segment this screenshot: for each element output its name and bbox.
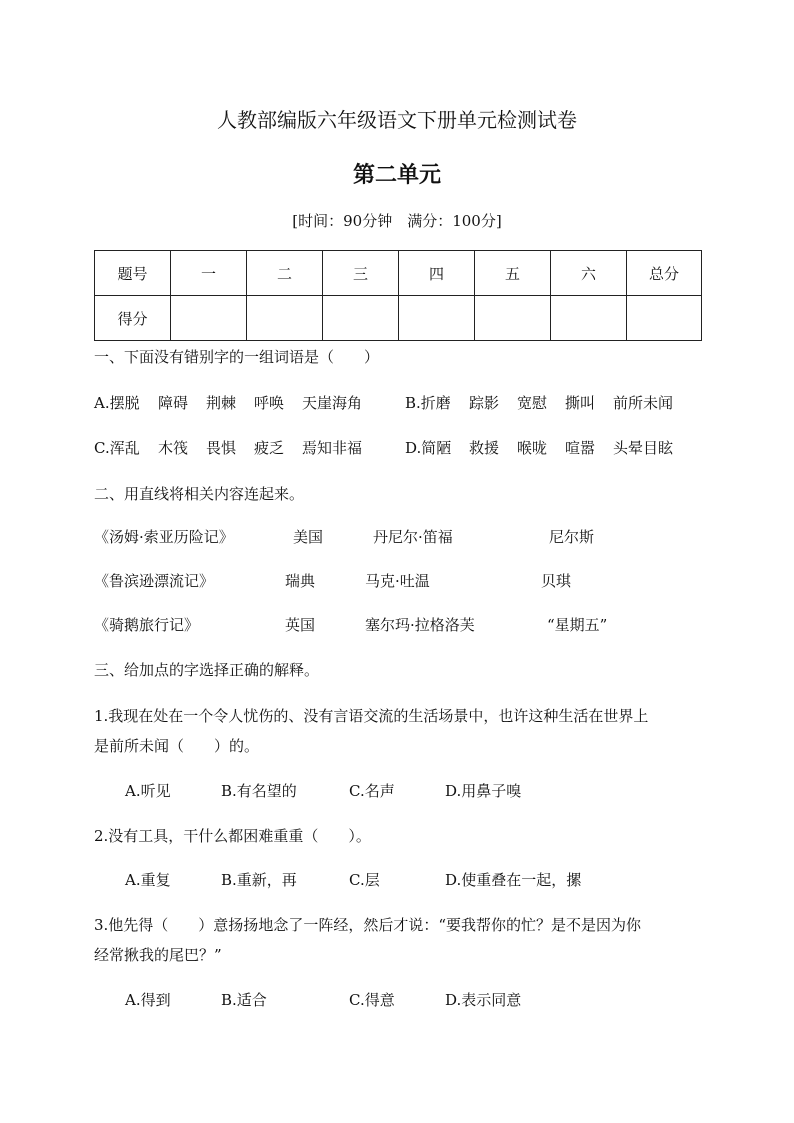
- option: D.使重叠在一起，摞: [445, 871, 582, 889]
- q2-book-3: 《骑鹅旅行记》: [94, 616, 200, 634]
- score-header-cell: 总分: [627, 251, 702, 296]
- q3-item2-options: [125, 869, 581, 890]
- word: 畏惧: [206, 439, 237, 457]
- word: 呼唤: [254, 394, 285, 412]
- exam-title: 人教部编版六年级语文下册单元检测试卷: [217, 108, 577, 132]
- q2-country-3: 英国: [285, 616, 316, 634]
- score-cell[interactable]: [247, 296, 323, 341]
- option: A.得到: [125, 991, 171, 1009]
- option: B.有名望的: [221, 782, 297, 800]
- q1-option-d: [405, 437, 673, 458]
- q2-country-2: 瑞典: [285, 572, 316, 590]
- score-table-header-row: [95, 251, 702, 296]
- q2-heading: 二、用直线将相关内容连起来。: [94, 485, 305, 503]
- q2-country-1: 美国: [293, 528, 324, 546]
- option: B.重新，再: [221, 871, 297, 889]
- score-table-score-row: [95, 296, 702, 341]
- word: 疲乏: [254, 439, 285, 457]
- q2-character-2: 贝琪: [541, 572, 572, 590]
- q3-item1-line2: 是前所未闻（ ）的。: [94, 737, 260, 755]
- option: D.用鼻子嗅: [445, 782, 522, 800]
- unit-title: 第二单元: [352, 162, 441, 188]
- score-header-cell: 题号: [95, 251, 171, 296]
- word: 踪影: [469, 394, 500, 412]
- q1-option-b: [405, 392, 673, 413]
- option: B.适合: [221, 991, 267, 1009]
- word: D.简陋: [405, 439, 452, 457]
- score-cell[interactable]: [399, 296, 475, 341]
- option: A.重复: [125, 871, 171, 889]
- score-header-cell: 三: [323, 251, 399, 296]
- option: C.名声: [349, 782, 395, 800]
- q2-book-2: 《鲁滨逊漂流记》: [94, 572, 215, 590]
- word: 喧嚣: [565, 439, 596, 457]
- score-cell[interactable]: [551, 296, 627, 341]
- word: A.摆脱: [94, 394, 140, 412]
- option: D.表示同意: [445, 991, 522, 1009]
- q1-option-c: [94, 437, 362, 458]
- q1-option-a: [94, 392, 362, 413]
- option: A.听见: [125, 782, 171, 800]
- word: 障碍: [158, 394, 189, 412]
- q3-item1-line1: 1.我现在处在一个令人忧伤的、没有言语交流的生活场景中，也许这种生活在世界上: [94, 707, 649, 725]
- word: 天崖海角: [302, 394, 363, 412]
- option: C.得意: [349, 991, 395, 1009]
- word: 救援: [469, 439, 500, 457]
- score-table: [94, 250, 702, 341]
- q2-character-3: “星期五”: [547, 616, 608, 634]
- word: B.折磨: [405, 394, 451, 412]
- q3-item2: 2.没有工具，干什么都困难重重（ ）。: [94, 827, 371, 845]
- word: 木筏: [158, 439, 189, 457]
- q3-item3-line2: 经常揪我的尾巴？”: [94, 946, 222, 964]
- q1-heading: 一、下面没有错别字的一组词语是（ ）: [94, 348, 380, 366]
- score-header-cell: 一: [171, 251, 247, 296]
- word: 前所未闻: [613, 394, 674, 412]
- word: 头晕目眩: [613, 439, 674, 457]
- score-row-label: 得分: [95, 296, 171, 341]
- score-header-cell: 六: [551, 251, 627, 296]
- q3-item1-options: [125, 780, 521, 801]
- q2-character-1: 尼尔斯: [549, 528, 595, 546]
- q3-item3-line1: 3.他先得（ ）意扬扬地念了一阵经，然后才说：“要我帮你的忙？是不是因为你: [94, 916, 641, 934]
- word: 荆棘: [206, 394, 237, 412]
- word: C.浑乱: [94, 439, 140, 457]
- score-cell[interactable]: [475, 296, 551, 341]
- word: 喉咙: [517, 439, 548, 457]
- score-header-cell: 四: [399, 251, 475, 296]
- option: C.层: [349, 871, 380, 889]
- q2-author-1: 丹尼尔·笛福: [373, 528, 453, 546]
- q2-book-1: 《汤姆·索亚历险记》: [94, 528, 234, 546]
- word: 撕叫: [565, 394, 596, 412]
- time-info: [时间：90分钟 满分：100分]: [292, 212, 502, 230]
- score-header-cell: 二: [247, 251, 323, 296]
- word: 焉知非福: [302, 439, 363, 457]
- score-cell[interactable]: [627, 296, 702, 341]
- q3-heading: 三、给加点的字选择正确的解释。: [94, 661, 320, 679]
- word: 宽慰: [517, 394, 548, 412]
- q2-author-2: 马克·吐温: [365, 572, 430, 590]
- score-cell[interactable]: [171, 296, 247, 341]
- score-cell[interactable]: [323, 296, 399, 341]
- q3-item3-options: [125, 989, 521, 1010]
- score-header-cell: 五: [475, 251, 551, 296]
- q2-author-3: 塞尔玛·拉格洛芙: [365, 616, 475, 634]
